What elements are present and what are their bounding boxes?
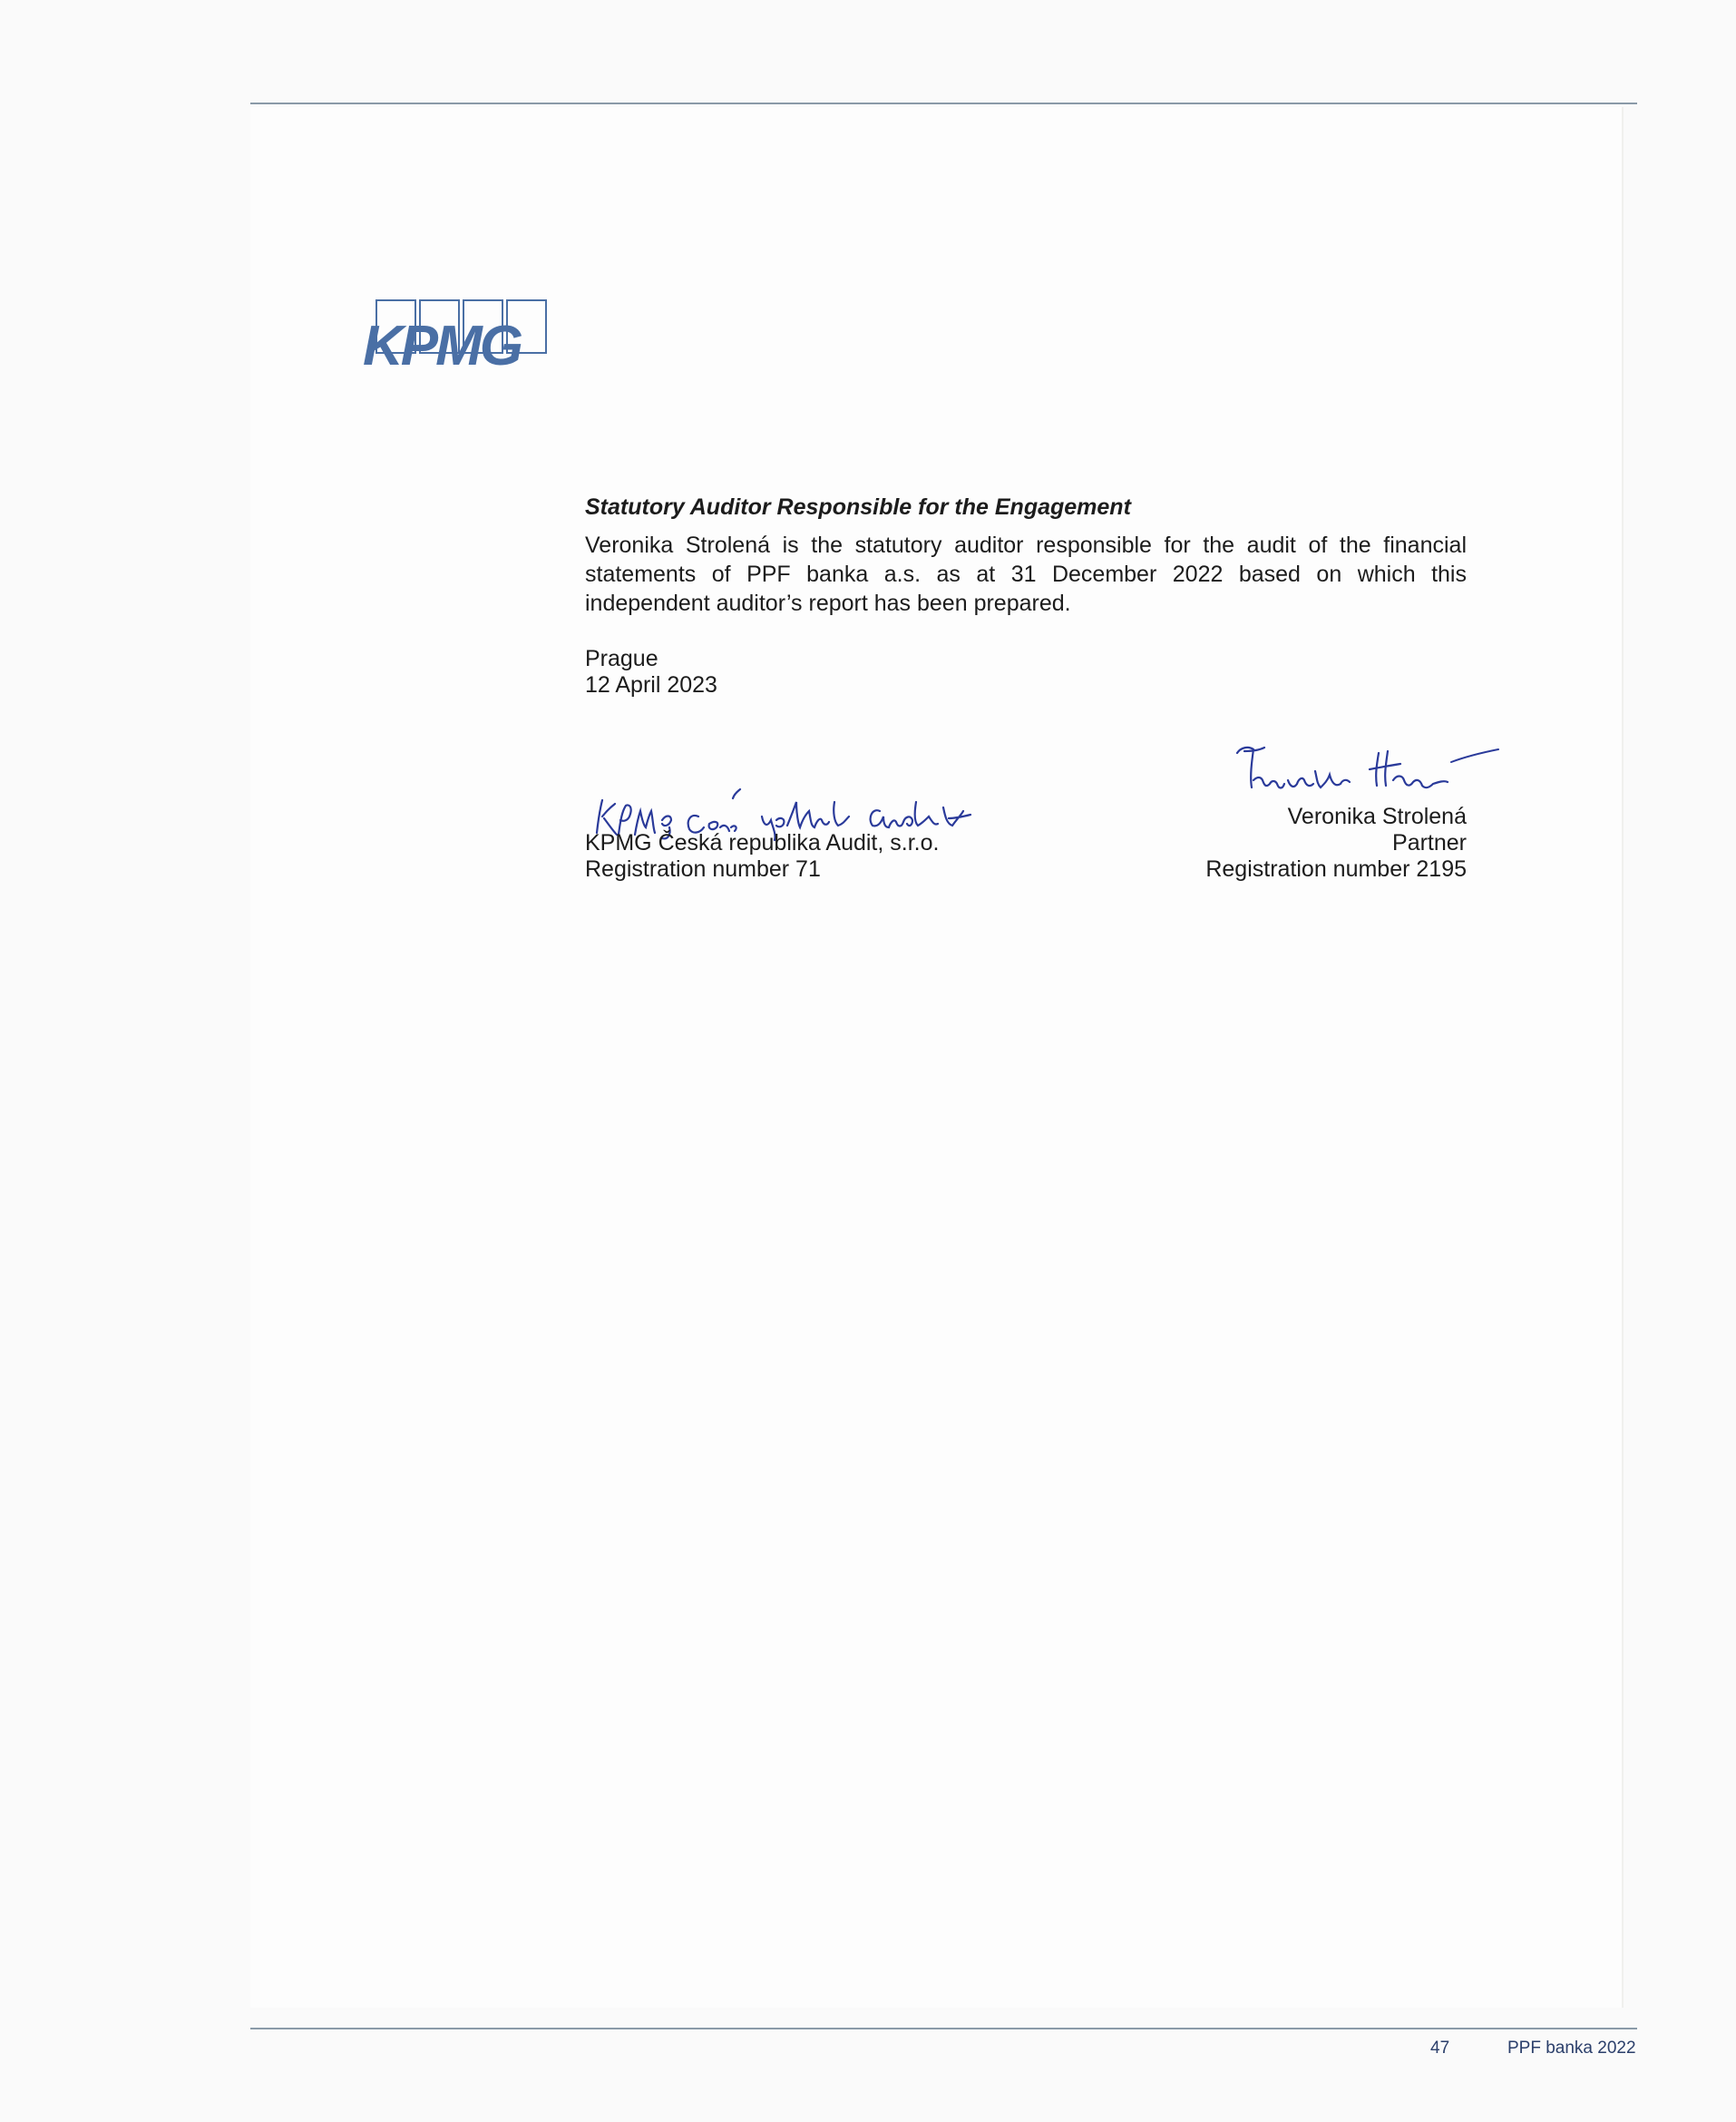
auditor-name: Veronika Strolená xyxy=(1287,804,1467,829)
signatory-right xyxy=(1205,804,1467,883)
date: 12 April 2023 xyxy=(585,672,717,698)
auditor-statement: Veronika Strolená is the statutory auditor responsible for the audit of the financial statements of PPF banka a.s. as at 31 December 2022 based on which this independent auditor’s report has been prepared. xyxy=(585,533,1467,616)
footer-title: PPF banka 2022 xyxy=(1507,2039,1636,2058)
scanned-page xyxy=(250,107,1624,2008)
place: Prague xyxy=(585,646,658,671)
top-rule xyxy=(250,103,1637,104)
logo-text: KPMG xyxy=(363,315,521,377)
page-number: 47 xyxy=(1430,2039,1450,2058)
auditor-role: Partner xyxy=(1392,830,1467,856)
firm-name: KPMG Česká republika Audit, s.r.o. xyxy=(585,830,940,856)
firm-registration: Registration number 71 xyxy=(585,856,821,882)
section-heading: Statutory Auditor Responsible for the Engagement xyxy=(585,494,1131,520)
kpmg-logo xyxy=(363,299,553,377)
signatory-left xyxy=(585,830,939,883)
auditor-registration: Registration number 2195 xyxy=(1205,856,1467,882)
auditor-section xyxy=(585,493,1467,618)
bottom-rule xyxy=(250,2028,1637,2029)
place-date xyxy=(585,646,717,699)
